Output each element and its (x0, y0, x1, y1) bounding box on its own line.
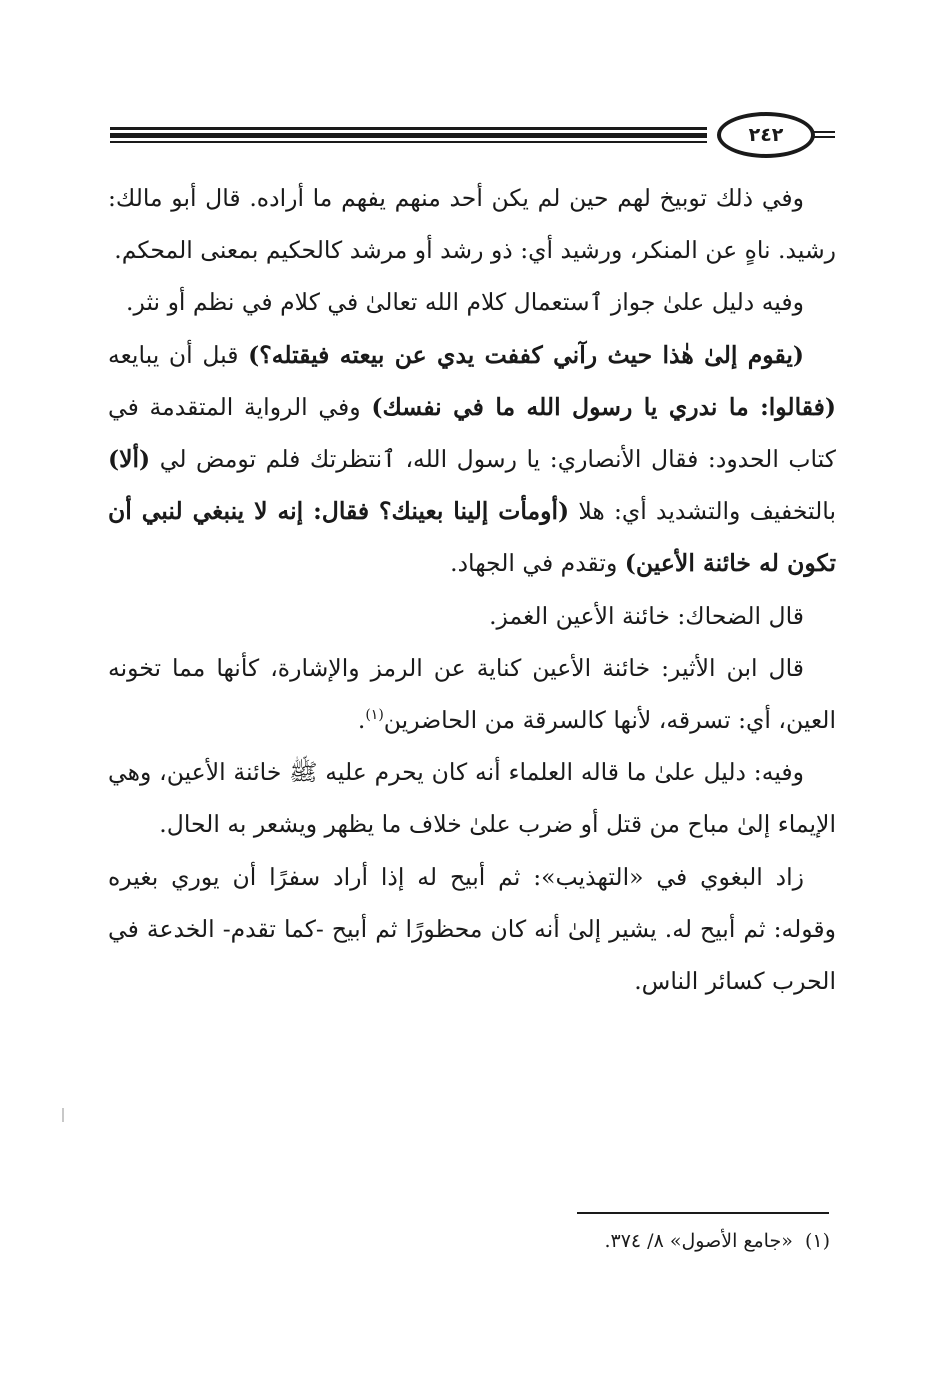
hadith-quote-4: (أومأت إلينا بعينك؟ فقال: إنه لا ينبغي لنبي أن تكون له خائنة الأعين) (108, 497, 836, 578)
paragraph-4: قال الضحاك: خائنة الأعين الغمز. (489, 601, 804, 630)
footnote-marker: (١) (804, 1230, 830, 1252)
paragraph-5-text: قال ابن الأثير: خائنة الأعين كناية عن الرمز والإشارة، كأنها مما تخونه العين، أي: تسرقه، لأنها كالسرقة من الحاضرين (108, 653, 836, 735)
header-rule-right (813, 131, 835, 138)
commentary-text-3: بالتخفيف والتشديد أي: هلا (569, 497, 836, 526)
paragraph-7: زاد البغوي في «التهذيب»: ثم أبيح له إذا أراد سفرًا أن يوري بغيره وقوله: ثم أبيح له. يشير إلىٰ أنه كان محظورًا ثم أبيح -كما تقدم- الخدعة في الحرب كسائر الناس. (108, 862, 836, 996)
paragraph-5 (108, 642, 836, 746)
commentary-text-2: وفي الرواية المتقدمة في كتاب الحدود: فقال الأنصاري: يا رسول الله، ٱنتظرتك فلم تومض لي (108, 392, 836, 474)
footnote-reference[interactable]: (١) (365, 707, 384, 724)
footnote-separator (577, 1212, 829, 1214)
paragraph-3 (108, 329, 836, 590)
hadith-quote-2: (فقالوا: ما ندري يا رسول الله ما في نفسك) (371, 392, 836, 421)
commentary-text-1: قبل أن يبايعه (108, 340, 249, 369)
paragraph-1: وفي ذلك توبيخ لهم حين لم يكن أحد منهم يفهم ما أراده. قال أبو مالك: رشيد. ناهٍ عن المنكر، ورشيد أي: ذو رشد أو مرشد كالحكيم بمعنى المحكم. (108, 184, 836, 265)
hadith-quote-3: (ألا) (108, 445, 151, 474)
paragraph-2: وفيه دليل علىٰ جواز ٱستعمال كلام الله تعالىٰ في كلام في نظم أو نثر. (126, 288, 804, 317)
footnote-1 (400, 1228, 830, 1254)
body-text (108, 172, 836, 1007)
paragraph-6: وفيه: دليل علىٰ ما قاله العلماء أنه كان يحرم عليه ﷺ خائنة الأعين، وهي الإيماء إلىٰ مباح من قتل أو ضرب علىٰ خلاف ما يظهر ويشعر به الحال. (108, 758, 836, 839)
commentary-text-4: وتقدم في الجهاد. (450, 549, 625, 578)
hadith-quote-1: (يقوم إلىٰ هٰذا حيث رآني كففت يدي عن بيعته فيقتله؟) (248, 340, 804, 369)
header-rule-left (110, 127, 707, 143)
paragraph-5-end: . (357, 706, 366, 735)
footnote-text: «جامع الأصول» ٨/ ٣٧٤. (604, 1230, 793, 1252)
margin-mark (62, 1108, 64, 1122)
page-number: ٢٤٢ (717, 112, 815, 158)
page-header (110, 112, 835, 158)
